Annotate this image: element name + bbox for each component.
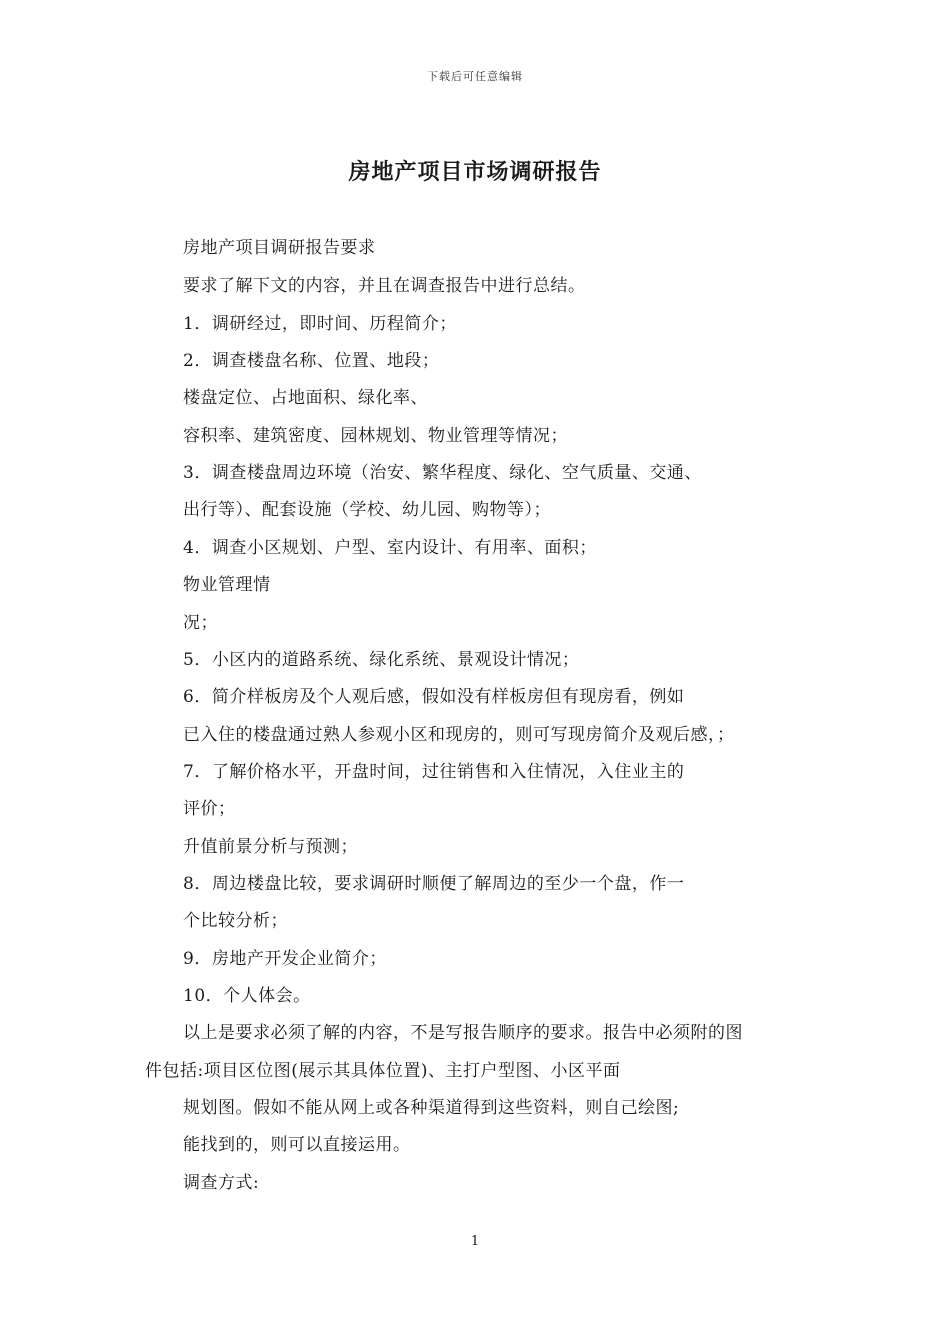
paragraph-line: 物业管理情 xyxy=(183,575,271,595)
list-item: 10．个人体会。 xyxy=(183,986,311,1006)
paragraph-line: 容积率、建筑密度、园林规划、物业管理等情况； xyxy=(183,426,568,446)
paragraph-line: 升值前景分析与预测； xyxy=(183,837,358,857)
page-number: 1 xyxy=(470,1234,480,1249)
document-title: 房地产项目市场调研报告 xyxy=(348,159,602,185)
paragraph-line: 规划图。假如不能从网上或各种渠道得到这些资料，则自己绘图; xyxy=(183,1098,680,1118)
paragraph-line: 个比较分析； xyxy=(183,911,288,931)
paragraph-line: 以上是要求必须了解的内容，不是写报告顺序的要求。报告中必须附的图 xyxy=(183,1023,743,1043)
paragraph-line: 出行等）、配套设施（学校、幼儿园、购物等）； xyxy=(183,500,551,520)
paragraph-line: 要求了解下文的内容，并且在调查报告中进行总结。 xyxy=(183,276,586,296)
paragraph-line: 件包括:项目区位图(展示其具体位置)、主打户型图、小区平面 xyxy=(145,1061,621,1081)
list-item: 5．小区内的道路系统、绿化系统、景观设计情况； xyxy=(183,650,580,670)
list-item: 3．调查楼盘周边环境（治安、繁华程度、绿化、空气质量、交通、 xyxy=(183,463,702,483)
list-item: 9．房地产开发企业简介； xyxy=(183,949,387,969)
list-item: 4．调查小区规划、户型、室内设计、有用率、面积； xyxy=(183,538,597,558)
list-item: 7．了解价格水平，开盘时间，过往销售和入住情况，入住业主的 xyxy=(183,762,685,782)
list-item: 8．周边楼盘比较，要求调研时顺便了解周边的至少一个盘，作一 xyxy=(183,874,685,894)
list-item: 2．调查楼盘名称、位置、地段； xyxy=(183,351,440,371)
paragraph-line: 况； xyxy=(183,613,218,633)
header-note: 下载后可任意编辑 xyxy=(427,70,523,83)
paragraph-line: 已入住的楼盘通过熟人参观小区和现房的，则可写现房简介及观后感，； xyxy=(183,725,735,745)
paragraph-line: 楼盘定位、占地面积、绿化率、 xyxy=(183,388,428,408)
paragraph-line: 房地产项目调研报告要求 xyxy=(183,238,376,258)
paragraph-line: 评价； xyxy=(183,799,236,819)
list-item: 6．简介样板房及个人观后感，假如没有样板房但有现房看，例如 xyxy=(183,687,685,707)
paragraph-line: 调查方式: xyxy=(183,1173,260,1193)
paragraph-line: 能找到的，则可以直接运用。 xyxy=(183,1135,411,1155)
list-item: 1．调研经过，即时间、历程简介； xyxy=(183,314,457,334)
